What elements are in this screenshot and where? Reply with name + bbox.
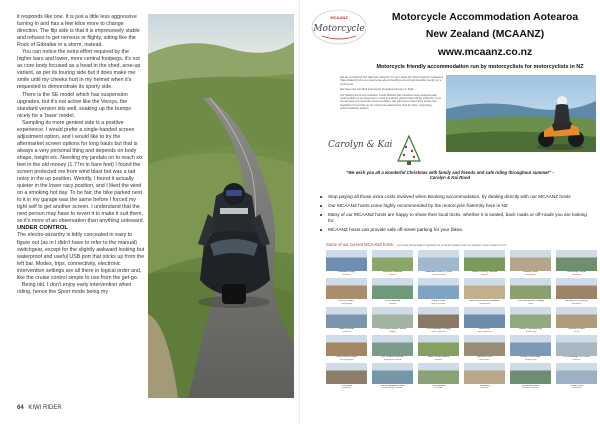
article-paragraph: The electro-wizardry is tidily concealed in easy to figure out (as in I didn't have to refer to the manual) switchgear, except for the slightly awkward looking but waterproof and useful USB port that sticks up from the left bar. Modes, trips, connectivity, electronic intervention settings are all there in logical order and, like the cruise control simple to use from the get-go.	[17, 232, 145, 281]
host-name: Botten Mar	[570, 384, 583, 387]
host-photo	[418, 363, 459, 384]
host-card	[464, 363, 505, 391]
host-card	[326, 363, 367, 391]
article-paragraph: Being old, I don't enjoy early intervention when riding, hence the Sport mode being my	[17, 281, 132, 295]
host-photo	[556, 250, 597, 271]
host-photo	[510, 335, 551, 356]
host-name: Auberri Homestay	[520, 356, 541, 359]
benefit-item: Stop paying all those extra costs involved when Booking accommodation, by dealing directly with our MCAANZ hosts	[318, 194, 588, 200]
host-photo	[326, 335, 367, 356]
letter-paragraph: We are a husband and wife team based in Te Ha o Mata (the North Island) of Aotearoa (New Zealand) who are passionate about travelling around and beautiful country on a motorcycle.	[340, 76, 443, 86]
host-photo	[556, 278, 597, 299]
host-name: Jamilee's Homestay	[565, 299, 588, 302]
host-location: New Plymouth	[431, 330, 446, 333]
host-card	[464, 250, 505, 278]
host-location: Taumarunui	[478, 302, 491, 305]
host-photo	[464, 278, 505, 299]
host-card	[418, 307, 459, 335]
host-location: Raglan	[389, 330, 396, 333]
host-location: Mt Maunganui	[339, 359, 354, 362]
host-location: Waikato	[480, 274, 489, 277]
host-photo	[464, 250, 505, 271]
host-card	[326, 335, 367, 363]
host-photo	[326, 250, 367, 271]
page-number: 64	[17, 405, 24, 411]
host-card	[510, 250, 551, 278]
host-name: Baari Retreat	[339, 327, 354, 330]
host-card	[418, 278, 459, 306]
host-card	[464, 335, 505, 363]
host-photo	[464, 335, 505, 356]
host-name: The Rodeway Cottage	[426, 327, 451, 330]
host-card	[418, 250, 459, 278]
ad-letter	[340, 76, 444, 113]
host-name: Jubilee Place	[523, 271, 538, 274]
logo-text: Motorcycle	[313, 24, 365, 34]
host-name: Abel Bayz	[478, 327, 491, 330]
host-photo	[510, 278, 551, 299]
host-name: Central B & B	[476, 356, 493, 359]
host-card	[418, 363, 459, 391]
host-photo	[510, 307, 551, 328]
host-location: Hanmer	[434, 359, 443, 362]
host-location: Hanmer Springs	[522, 387, 539, 390]
benefit-item: Our MCAANZ hosts come highly recommended by the motorcycle fraternity here in NZ	[318, 203, 588, 209]
host-name: Pearls Country Retreat	[471, 271, 498, 274]
host-name: Cosy Nordic Cabin	[336, 356, 357, 359]
mcaanz-logo	[310, 8, 368, 46]
host-name: Pakaraka Country Home	[424, 271, 453, 274]
host-name: Lara's Rest Accommodation	[468, 299, 501, 302]
host-name: Jericho's Place	[568, 327, 585, 330]
host-photo	[464, 307, 505, 328]
host-photo	[418, 335, 459, 356]
host-name: Little Forest Cabins	[427, 356, 450, 359]
article-paragraph: Sampling its more genteel side is a positive experience. I would prefer a single-handed screen adjustment option, and I would like to try the aftermarket screen options for long hauls but that is always a very personal thing and depends on body shape, height etc. Needing my jandals on to reach six feet in the old money (1.77m in bare feet) I found the screen protected me from wind blast but was a tad noisy in the up position. Weirdly, I found it actually quieter in the lower racy position, and I liked the wind on a smoking hot day. To be fair, the bike parked next to it in my garage was the same before I forced my tight self to get another screen. I understand that the next person may have to revert it to make it suit them, so it's more of an observation than anything untoward.	[17, 119, 145, 225]
magazine-name: KIWI RIDER	[28, 405, 62, 411]
host-location: Bay of Islands	[431, 274, 446, 277]
host-location: Rotorua	[342, 274, 351, 277]
host-card	[418, 335, 459, 363]
motorcycle-photo	[148, 14, 294, 398]
ad-hero-photo	[446, 75, 596, 152]
letter-paragraph: Our Motorcycle Accommodation Guide Website has therefore been designed with motorcyclists on an adventure in mind and all the places listed will be visited by us so we can give our personal recommendation. We will ensure that it ticks all the core regulation boxes that we as motorcycle adventurers look for when requesting accommodation options.	[340, 93, 442, 111]
host-card	[372, 307, 413, 335]
host-card	[510, 278, 551, 306]
host-photo	[418, 307, 459, 328]
host-photo	[326, 363, 367, 384]
host-photo	[556, 335, 597, 356]
host-photo	[326, 307, 367, 328]
host-photo	[372, 307, 413, 328]
page-footer	[17, 405, 62, 411]
host-location: Waimate	[342, 387, 351, 390]
host-photo	[372, 335, 413, 356]
host-location: Tasman Bay	[524, 359, 537, 362]
ad-benefits-list	[318, 194, 588, 236]
host-location: Thames	[388, 302, 397, 305]
host-name: Tobeluna	[479, 384, 490, 387]
host-card	[556, 278, 597, 306]
host-card	[372, 335, 413, 363]
host-photo	[510, 250, 551, 271]
host-card	[326, 278, 367, 306]
host-photo	[510, 363, 551, 384]
host-card	[464, 307, 505, 335]
rider-road-image	[148, 14, 294, 398]
host-name: Marine View	[431, 299, 446, 302]
host-photo	[556, 307, 597, 328]
host-card	[510, 363, 551, 391]
host-location: Picton	[573, 330, 580, 333]
host-name: Boulevard Marr	[521, 384, 540, 387]
host-name: The Farmhouse Cottage	[516, 299, 545, 302]
host-location: New Plymouth	[477, 330, 492, 333]
host-location: Whanganui	[524, 274, 537, 277]
host-location: Mangakino Island	[383, 359, 402, 362]
host-name: The Rests	[340, 384, 353, 387]
host-location: Otorohanga	[340, 302, 353, 305]
host-card	[556, 335, 597, 363]
host-photo	[556, 363, 597, 384]
logo-emblem	[310, 8, 368, 46]
hosts-grid	[326, 250, 596, 420]
article-subhead: UNDER CONTROL	[17, 225, 68, 232]
ad-tagline: Motorcycle friendly accommodation run by motorcyclists for motorcyclists in NZ	[376, 64, 584, 70]
host-location: Bay of Islands	[431, 302, 446, 305]
host-photo	[464, 363, 505, 384]
host-name: The Coast Guest House	[379, 327, 406, 330]
host-name: Jenny's Place	[338, 299, 355, 302]
logo-small-text: MCAANZ	[330, 15, 348, 20]
host-card	[556, 363, 597, 391]
host-location: Rotorua	[572, 359, 581, 362]
ad-heading-line1: Motorcycle Accommodation Aotearoa	[391, 12, 579, 23]
article-column	[17, 14, 145, 296]
benefit-item: Many of our MCAANZ hosts are happy to share their local tricks, whether it is sealed, back roads or off-roads you are looking for	[318, 212, 588, 223]
right-page-advert	[300, 0, 600, 424]
host-photo	[326, 278, 367, 299]
tree-graphic	[392, 133, 426, 167]
host-location: Marlborough Sounds	[382, 387, 403, 390]
ad-website[interactable]: www.mcaanz.co.nz	[437, 47, 533, 58]
host-card	[372, 250, 413, 278]
host-card	[464, 278, 505, 306]
christmas-tree-icon	[392, 133, 426, 167]
host-card	[372, 278, 413, 306]
host-location: Masterton	[571, 302, 582, 305]
host-card	[372, 363, 413, 391]
hosts-heading-text: Some of our current MCAANZ hosts	[326, 242, 394, 247]
host-location: Northland	[571, 387, 582, 390]
host-name: Kiwi's Retreat	[384, 299, 401, 302]
host-card	[510, 335, 551, 363]
host-name: Our Shared Heaven	[381, 356, 404, 359]
host-location: Kaikoura	[342, 330, 351, 333]
ad-christmas-wish: "We wish you all a wonderful Christmas with family and friends and safe riding throughout summer" - Carolyn & Kai Rood	[346, 170, 554, 181]
host-name: The Doveway Inn Home	[563, 356, 590, 359]
host-location: Reefton	[434, 387, 443, 390]
host-name: Castle Thaihaka Bay	[518, 327, 543, 330]
host-card	[556, 250, 597, 278]
article-paragraph: it responds like one. It is just a little less aggressive turning in and has a few kilos more to change direction. The flip side is that it is impressively stable and refuses to get nervous or flighty, sitting like the Rock of Gibraltar in a storm, instead.	[17, 14, 140, 49]
host-name: Kokopal Paradise	[382, 271, 403, 274]
rider-landscape-image	[446, 75, 596, 152]
host-card	[326, 307, 367, 335]
host-name: Okauaka Lodge	[337, 271, 356, 274]
benefit-item: MCAANZ hosts can provide safe off-street parking for your bikes.	[318, 227, 588, 233]
ad-signature: Carolyn & Kai	[328, 140, 393, 150]
host-location: Ashburton	[479, 359, 490, 362]
hosts-heading	[326, 242, 596, 247]
article-paragraph: There is the SE model which has suspension upgrades, but it's not active like the Versys, the standard version sits well, soaking up the bumps nicely for a 'base' model.	[17, 91, 131, 119]
host-card	[556, 307, 597, 335]
host-location: Otaki	[527, 302, 534, 305]
host-location: Golden Bay	[524, 330, 537, 333]
host-name: The Whakatane Cabin	[380, 384, 405, 387]
host-photo	[372, 250, 413, 271]
host-location: Waikikie	[480, 387, 489, 390]
host-photo	[418, 250, 459, 271]
host-photo	[372, 278, 413, 299]
host-location: Opononi	[388, 274, 397, 277]
article-paragraph: You can notice the extra effort required by the higher bars and lower, more central footpegs, it's not as core body focused as a head in the shed, arse-up variant, as per its touring side but it does make me smile until my cheeks hurt in my helmet when it's requested to demonstrate its sporty side.	[17, 49, 141, 91]
letter-paragraph: We have now travelled extensively throughout Europe in Italia.	[340, 88, 415, 92]
host-photo	[418, 278, 459, 299]
host-name: Taroa Bay Lodge	[567, 271, 586, 274]
host-location: Northland	[571, 274, 582, 277]
hosts-heading-note: more are being added regularly, for a full list please visit our website, www.mcaanz.co.nz	[397, 243, 507, 247]
host-name: The Balance	[431, 384, 446, 387]
host-card	[326, 250, 367, 278]
ad-heading-line2: New Zealand (MCAANZ)	[425, 29, 545, 40]
host-photo	[372, 363, 413, 384]
host-card	[510, 307, 551, 335]
